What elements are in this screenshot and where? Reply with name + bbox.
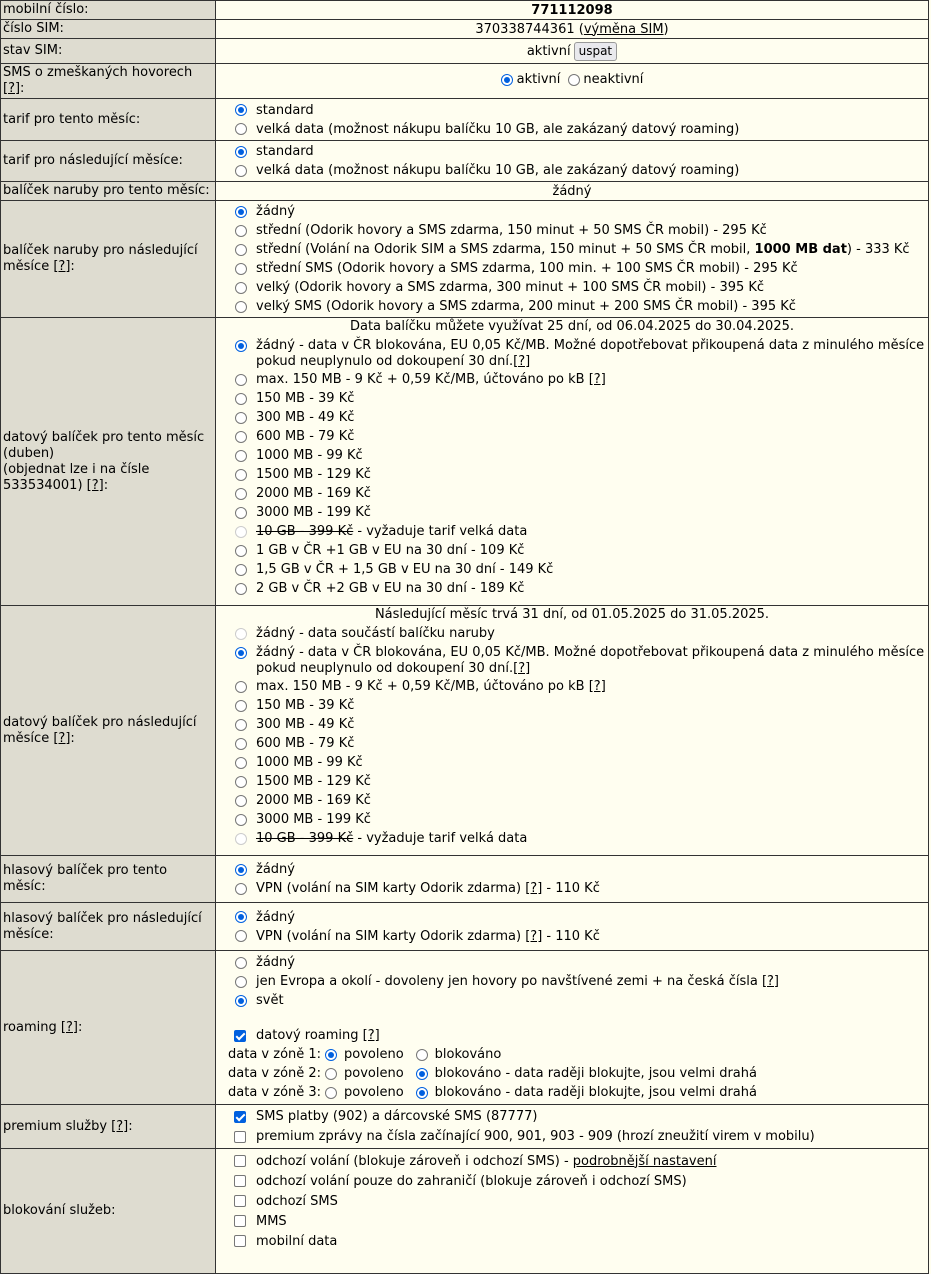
mobile-number-label: mobilní číslo: — [1, 1, 216, 20]
block-mms-checkbox[interactable] — [234, 1215, 246, 1227]
premium-help-link[interactable]: [?] — [111, 1118, 129, 1134]
tariff-next-label: tarif pro následující měsíce: — [1, 141, 216, 182]
zone3-allowed-radio[interactable] — [325, 1087, 337, 1099]
data-now-note: Data balíčku můžete využívat 25 dní, od 06.04.2025 do 30.04.2025. — [349, 319, 794, 334]
block-outgoing-calls-checkbox[interactable] — [234, 1155, 246, 1167]
roaming-label: roaming [?]: — [1, 951, 216, 1105]
voice-next-none-radio[interactable] — [235, 911, 247, 923]
sim-number: 370338744361 — [475, 21, 575, 37]
data-next-max-help-link[interactable]: [?] — [588, 679, 606, 694]
data-next-plan-radio[interactable] — [235, 776, 247, 788]
zone3-blocked-radio[interactable] — [416, 1087, 428, 1099]
data-now-plan-radio[interactable] — [235, 469, 247, 481]
bundle-next-none-radio[interactable] — [235, 206, 247, 218]
sim-state-label: stav SIM: — [1, 39, 216, 64]
bundle-next-help-link[interactable]: [?] — [53, 259, 71, 274]
data-next-naruby-radio — [235, 628, 247, 640]
data-now-plan-radio[interactable] — [235, 450, 247, 462]
bundle-next-medium-sms-radio[interactable] — [235, 263, 247, 275]
data-now-none-help-link[interactable]: [?] — [513, 354, 531, 369]
blocking-label: blokování služeb: — [1, 1149, 216, 1274]
data-now-max-help-link[interactable]: [?] — [588, 372, 606, 387]
roaming-none-radio[interactable] — [235, 957, 247, 969]
block-abroad-calls-checkbox[interactable] — [234, 1175, 246, 1187]
premium-messages-checkbox[interactable] — [234, 1131, 246, 1143]
zone1-blocked-radio[interactable] — [416, 1049, 428, 1061]
detail-settings-link[interactable]: podrobnější nastavení — [572, 1153, 717, 1169]
roaming-europe-help-link[interactable]: [?] — [761, 974, 779, 989]
voice-now-none-radio[interactable] — [235, 864, 247, 876]
data-now-label: datový balíček pro tento měsíc (duben) (objednat lze i na čísle 533534001) [?]: — [1, 318, 216, 606]
data-now-eu-radio[interactable] — [235, 564, 247, 576]
data-now-eu-radio[interactable] — [235, 545, 247, 557]
data-next-note: Následující měsíc trvá 31 dní, od 01.05.2025 do 31.05.2025. — [374, 607, 770, 622]
data-next-10gb-radio — [235, 833, 247, 845]
missed-sms-inactive-radio[interactable] — [568, 74, 580, 86]
sleep-sim-button[interactable]: uspat — [574, 42, 618, 61]
missed-sms-help-link[interactable]: [?] — [3, 81, 21, 96]
data-next-plan-radio[interactable] — [235, 814, 247, 826]
voice-next-vpn-radio[interactable] — [235, 930, 247, 942]
data-next-plan-radio[interactable] — [235, 719, 247, 731]
data-now-none-radio[interactable] — [235, 340, 247, 352]
bundle-now-label: balíček naruby pro tento měsíc: — [1, 182, 216, 201]
bundle-next-label: balíček naruby pro následující měsíce [?]: — [1, 201, 216, 318]
roaming-help-link[interactable]: [?] — [60, 1019, 78, 1035]
zone2-blocked-radio[interactable] — [416, 1068, 428, 1080]
tariff-now-standard-radio[interactable] — [235, 104, 247, 116]
data-next-label: datový balíček pro následující měsíce [?]: — [1, 606, 216, 856]
bundle-next-medium-sim-radio[interactable] — [235, 244, 247, 256]
data-now-plan-radio[interactable] — [235, 507, 247, 519]
sim-number-cell: 370338744361 (výměna SIM) — [216, 20, 929, 39]
data-now-plan-radio[interactable] — [235, 412, 247, 424]
roaming-world-radio[interactable] — [235, 995, 247, 1007]
roaming-europe-radio[interactable] — [235, 976, 247, 988]
bundle-next-large-radio[interactable] — [235, 282, 247, 294]
zone1-allowed-radio[interactable] — [325, 1049, 337, 1061]
data-now-10gb-radio — [235, 526, 247, 538]
voice-next-label: hlasový balíček pro následující měsíce: — [1, 903, 216, 951]
bundle-now-value: žádný — [216, 182, 929, 201]
zone2-allowed-radio[interactable] — [325, 1068, 337, 1080]
bundle-next-medium-radio[interactable] — [235, 225, 247, 237]
data-next-none-radio[interactable] — [235, 647, 247, 659]
data-now-max-radio[interactable] — [235, 374, 247, 386]
voice-now-label: hlasový balíček pro tento měsíc: — [1, 856, 216, 903]
data-now-plan-radio[interactable] — [235, 431, 247, 443]
data-now-plan-radio[interactable] — [235, 393, 247, 405]
data-next-none-help-link[interactable]: [?] — [513, 661, 531, 676]
tariff-next-bigdata-radio[interactable] — [235, 165, 247, 177]
premium-sms-payments-checkbox[interactable] — [234, 1111, 246, 1123]
block-outgoing-sms-checkbox[interactable] — [234, 1195, 246, 1207]
mobile-number: 771112098 — [531, 2, 613, 18]
data-now-help-link[interactable]: [?] — [86, 477, 104, 493]
sim-state-value: aktivní — [526, 43, 571, 59]
missed-sms-label: SMS o zmeškaných hovorech [?]: — [1, 64, 216, 99]
data-next-help-link[interactable]: [?] — [53, 730, 71, 746]
missed-sms-active-radio[interactable] — [501, 74, 513, 86]
tariff-now-label: tarif pro tento měsíc: — [1, 99, 216, 141]
block-mobile-data-checkbox[interactable] — [234, 1235, 246, 1247]
voice-next-help-link[interactable]: [?] — [525, 928, 543, 944]
data-next-plan-radio[interactable] — [235, 795, 247, 807]
voice-now-help-link[interactable]: [?] — [525, 881, 543, 896]
data-roaming-help-link[interactable]: [?] — [362, 1028, 380, 1043]
data-now-plan-radio[interactable] — [235, 488, 247, 500]
data-next-plan-radio[interactable] — [235, 757, 247, 769]
premium-label: premium služby [?]: — [1, 1105, 216, 1149]
sim-number-label: číslo SIM: — [1, 20, 216, 39]
data-next-plan-radio[interactable] — [235, 700, 247, 712]
data-now-eu-radio[interactable] — [235, 583, 247, 595]
bundle-next-large-sms-radio[interactable] — [235, 301, 247, 313]
data-next-plan-radio[interactable] — [235, 738, 247, 750]
data-roaming-checkbox[interactable] — [234, 1030, 246, 1042]
voice-now-vpn-radio[interactable] — [235, 883, 247, 895]
data-next-max-radio[interactable] — [235, 681, 247, 693]
tariff-next-standard-radio[interactable] — [235, 146, 247, 158]
tariff-now-bigdata-radio[interactable] — [235, 123, 247, 135]
sim-change-link[interactable]: výměna SIM — [583, 21, 664, 37]
